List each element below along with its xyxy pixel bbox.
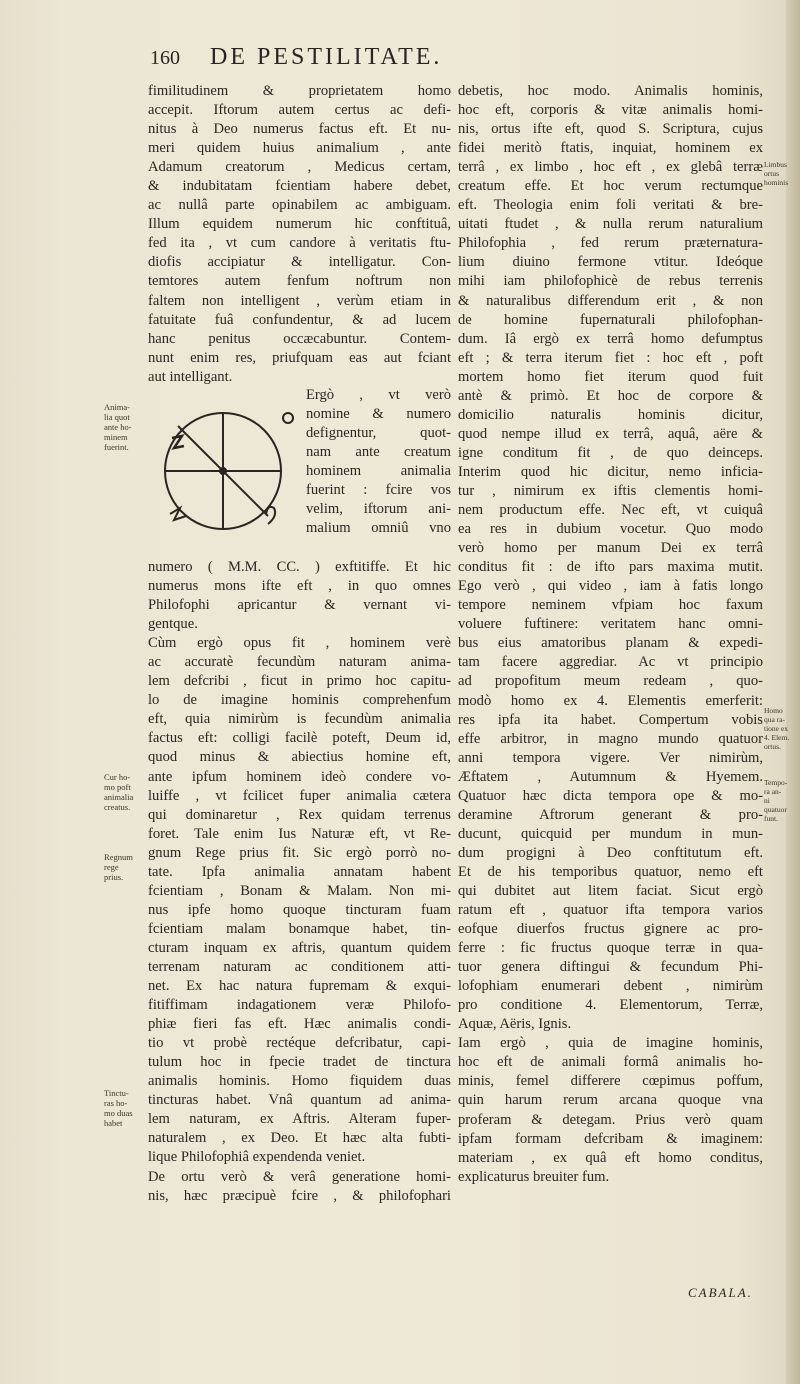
margin-note-line: ni <box>764 796 770 805</box>
margin-note-line: mo duas <box>104 1108 133 1118</box>
text-line: tuor genera diftingui & fecundum Phi- <box>458 959 763 976</box>
margin-note-line: ras ho- <box>104 1098 128 1108</box>
text-line: ante ipfum hominem ideò condere vo- <box>148 768 451 785</box>
text-line: nitus à Deo numerus factus eft. Et nu- <box>148 121 451 138</box>
margin-note-left-1 <box>104 402 148 452</box>
text-line: net. Ex hac natura fupremam & exqui- <box>148 978 451 995</box>
text-line: phiæ fieri fas eft. Hæc animalis condi- <box>148 1016 451 1033</box>
margin-note-line: ortus <box>764 169 779 178</box>
right-column <box>458 82 763 1187</box>
text-line: tur , nimirum ex iftis clementis homi- <box>458 482 763 499</box>
text-line: Philofophia , fed rerum præternatura- <box>458 235 763 252</box>
text-line: fitiffimam indagationem veræ Philofo- <box>148 997 451 1014</box>
left-column-beside-figure <box>306 386 451 538</box>
text-line: numerus mons ifte eft , in quo omnes <box>148 578 451 595</box>
margin-note-right-2 <box>764 706 800 751</box>
text-line: nam ante creatum <box>306 444 451 461</box>
text-line: ac nullâ parte opinabilem ac ambiguam. <box>148 197 451 214</box>
text-line: Aquæ, Aëris, Ignis. <box>458 1016 572 1033</box>
text-line: fimilitudinem & proprietatem homo <box>148 83 451 99</box>
margin-note-line: habet <box>104 1118 123 1128</box>
text-line: nunt enim res, priufquam eas aut fciant <box>148 349 451 366</box>
margin-note-line: creatus. <box>104 802 131 812</box>
text-line: domicilio naturalis hominis dicitur, <box>458 406 763 423</box>
text-line: lem naturam, ex Aftris. Alteram fuper- <box>148 1111 451 1128</box>
text-line: tulum hoc in fpecie tradet de tinctura <box>148 1054 451 1071</box>
text-line: voluere fuftinere: veritatem hanc omni- <box>458 616 763 633</box>
text-line: factus eft: colligi facilè poteft, Deum id, <box>148 730 451 747</box>
text-line: foret. Tale enim Ius Naturæ eft, vt Re- <box>148 825 451 842</box>
margin-note-line: animalia <box>104 792 134 802</box>
text-line: aut intelligant. <box>148 368 233 385</box>
text-line: fcientiam malam bonamque habet, tin- <box>148 920 451 937</box>
text-line: igne conditum fit , de quo deinceps. <box>458 444 763 461</box>
text-line: effe arbitror, in magno mundo quatuor <box>458 730 763 747</box>
text-line: Quatuor hæc dicta tempora ope & mo- <box>458 787 763 804</box>
text-line: ipfam formam defcribam & imaginem: <box>458 1130 763 1147</box>
text-line: eft, quia nimirùm is fecundùm animalia <box>148 711 451 728</box>
text-line: eft. Theologia enim foli veritati & bre- <box>458 197 763 214</box>
text-line: lofophiam enumerari debent , nimirùm <box>458 978 763 995</box>
text-line: fatuitate fuâ confundentur, & ad lucem <box>148 311 451 328</box>
text-line: res ipfa ita habet. Compertum vobis <box>458 711 763 728</box>
text-line: ad propofitum meum redeam , quo- <box>458 673 763 690</box>
margin-note-right-1 <box>764 160 800 187</box>
text-line: creatum effe. Et hoc verum rectumque <box>458 178 763 195</box>
text-line: nus ipfe homo quoque tincturam fuam <box>148 901 451 918</box>
margin-note-line: fuerint. <box>104 442 129 452</box>
left-column-top <box>148 82 451 387</box>
text-line: Cùm ergò opus fit , hominem verè <box>148 635 451 652</box>
margin-note-line: quatuor <box>764 805 787 814</box>
text-line: temtores autem fenfum noftrum non <box>148 273 451 290</box>
text-line: cturam inquam ex aftris, quantum quidem <box>148 939 451 956</box>
margin-note-line: prius. <box>104 872 124 882</box>
text-line: numero ( M.M. CC. ) exftitiffe. Et hic <box>148 559 451 575</box>
page-number: 160 <box>150 47 180 69</box>
text-line: quod nempe illud ex terrâ, aquâ, aëre & <box>458 425 763 442</box>
text-line: meri quidem huius animalium , ante <box>148 140 451 157</box>
text-line: pro conditione 4. Elementorum, Terræ, <box>458 997 763 1014</box>
text-line: antè & primò. Et hoc de corpore & <box>458 387 763 404</box>
text-line: ducunt, quicquid per mundum in mun- <box>458 825 763 842</box>
margin-note-line: Limbus <box>764 160 787 169</box>
text-line: ferre : fic fructus quoque terræ in qua- <box>458 940 763 957</box>
text-line: tincturas habet. Vnâ quantum ad anima- <box>148 1092 451 1109</box>
text-line: tempore neminem vfpiam hoc faxum <box>458 597 763 614</box>
margin-note-left-3 <box>104 852 148 882</box>
text-line: terrenam naturam ac conditionem atti- <box>148 958 451 975</box>
text-line: ea res in dubium vocetur. Quo modo <box>458 521 763 538</box>
text-line: lem defcribi , ficut in primo hoc capitu- <box>148 673 451 690</box>
text-line: qui dominaretur , Rex quidam terrenus <box>148 806 451 823</box>
text-line: gentque. <box>148 616 198 633</box>
text-line: Iam ergò , quia de imagine hominis, <box>458 1035 763 1052</box>
text-line: tio vt probè rectéque defcribatur, capi- <box>148 1035 451 1052</box>
text-line: fuerint : fcire vos <box>306 482 451 499</box>
margin-note-line: qua ra- <box>764 715 786 724</box>
text-line: Illum equidem numerum hic conftituâ, <box>148 216 451 233</box>
margin-note-line: tione ex <box>764 724 788 733</box>
text-line: verò homo per manum Dei ex terrâ <box>458 540 763 557</box>
text-line: naturalem , ex Deo. Et hæc alta fubti- <box>148 1130 451 1147</box>
text-line: Ego verò , qui video , iam à fatis longo <box>458 578 763 595</box>
page-header <box>150 44 610 78</box>
text-line: velim, iftorum ani- <box>306 501 451 518</box>
text-line: minis, femel differere cœpimus poffum, <box>458 1073 763 1090</box>
margin-note-line: Cur ho- <box>104 772 131 782</box>
margin-note-line: 4. Elem. <box>764 733 790 742</box>
catchword: CABALA. <box>688 1285 753 1300</box>
margin-note-line: ra an- <box>764 787 782 796</box>
text-line: fidei meritò ftatis, inquiat, hominem ex <box>458 140 763 157</box>
text-line: luiffe , vt fcilicet fuper animalia cætera <box>148 787 451 804</box>
left-column-bottom <box>148 558 451 1206</box>
text-line: dum. Iâ ergò ex terrâ homo defumptus <box>458 330 763 347</box>
text-line: nomine & numero <box>306 406 451 423</box>
text-line: dum progigni à Deo conftitutum eft. <box>458 844 763 861</box>
margin-note-line: hominis <box>764 178 789 187</box>
text-line: explicaturus breuiter fum. <box>458 1168 610 1185</box>
margin-note-line: Tinctu- <box>104 1088 129 1098</box>
text-line: lo de imagine hominis comprehenfum <box>148 692 451 709</box>
text-line: quin harum rerum arcana quoque vna <box>458 1092 763 1109</box>
text-line: Æftatem , Autumnum & Hyemem. <box>458 768 763 785</box>
text-line: faltem non intelligent , verùm etiam in <box>148 292 451 309</box>
text-line: fed ita , vt cum candore à veritatis ftu- <box>148 235 451 252</box>
alchemical-figure <box>148 386 298 556</box>
text-line: gnum Rege prius fit. Sic ergò porrò no- <box>148 844 451 861</box>
margin-note-line: Anima- <box>104 402 130 412</box>
text-line: Adamum creatorum , Medicus certam, <box>148 159 451 176</box>
text-line: animalis hominis. Homo fiquidem duas <box>148 1073 451 1090</box>
text-line: Et de his temporibus quatuor, nemo eft <box>458 863 763 880</box>
margin-note-line: Tempo- <box>764 778 788 787</box>
text-line: deramine Aftrorum generant & pro- <box>458 806 763 823</box>
text-line: modò homo ex 4. Elementis emerferit: <box>458 692 763 709</box>
text-line: proferam & detegam. Prius verò quam <box>458 1111 763 1128</box>
text-line: eft ; & terra iterum fiet : hoc eft , poft <box>458 349 763 366</box>
text-line: nis, hæc præcipuè fcire , & philofophari <box>148 1187 451 1204</box>
text-line: Interim quod hic dicitur, nemo inficia- <box>458 463 763 480</box>
page-edge <box>786 0 800 1384</box>
text-line: materiam , ex quâ eft homo conditus, <box>458 1149 763 1166</box>
margin-note-line: Regnum <box>104 852 133 862</box>
margin-note-line: rege <box>104 862 119 872</box>
running-title: DE PESTILITATE. <box>210 44 443 70</box>
text-line: quod minus & abiectius homine eft, <box>148 749 451 766</box>
text-line: Ergò , vt verò <box>306 387 451 403</box>
text-line: ac accuratè fecundùm naturam anima- <box>148 654 451 671</box>
text-line: tam facere aggrediar. Ac vt principio <box>458 654 763 671</box>
text-line: & naturalibus differendum erit , & non <box>458 292 763 309</box>
text-line: uitati ftudet , & nulla rerum naturalium <box>458 216 763 233</box>
text-line: qui dubitet aut litem faciat. Sicut ergò <box>458 882 763 899</box>
text-line: terrâ , ex limbo , hoc eft , ex glebâ terræ <box>458 159 763 176</box>
margin-note-line: minem <box>104 432 128 442</box>
text-line: anni tempora vigere. Ver nimirùm, <box>458 749 763 766</box>
text-line: de homine fupernaturali philofophan- <box>458 311 763 328</box>
margin-note-line: Homo <box>764 706 783 715</box>
text-line: bus eius amatoribus planam & expedi- <box>458 635 763 652</box>
text-line: fcientiam , Bonam & Malam. Non mi- <box>148 882 451 899</box>
text-line: accepit. Iftorum autem certus ac defi- <box>148 102 451 119</box>
text-line: conditus fit : de ifto pars maxima mutit. <box>458 559 763 576</box>
text-line: & indubitatam fcientiam habere debet, <box>148 178 451 195</box>
text-line: hanc penitus occæcabuntur. Contem- <box>148 330 451 347</box>
text-line: nis, ortus ifte eft, quod S. Scriptura, cujus <box>458 121 763 138</box>
margin-note-left-2 <box>104 772 148 812</box>
text-line: diofis accipiatur & intelligatur. Con- <box>148 254 451 271</box>
circle-cross-icon <box>148 386 298 556</box>
text-line: hoc eft de animali formâ animalis ho- <box>458 1054 763 1071</box>
margin-note-line: ortus. <box>764 742 781 751</box>
text-line: nem productum effe. Nec eft, vt cuiquâ <box>458 502 763 519</box>
text-line: debetis, hoc modo. Animalis hominis, <box>458 83 763 99</box>
text-line: defignentur, quot- <box>306 425 451 442</box>
text-line: eofque diuerfos fructus gignere ac pro- <box>458 921 763 938</box>
margin-note-left-4 <box>104 1088 148 1128</box>
text-line: lique Philofophiâ expendenda veniet. <box>148 1149 366 1166</box>
text-line: lium diuino fermone vtitur. Ideóque <box>458 254 763 271</box>
margin-note-line: lia quot <box>104 412 130 422</box>
text-line: tate. Ipfa animalia annatam habent <box>148 863 451 880</box>
margin-note-line: mo poft <box>104 782 131 792</box>
margin-note-line: funt. <box>764 814 778 823</box>
text-line: ratum eft , quatuor ifta tempora varios <box>458 902 763 919</box>
text-line: hoc eft, corporis & vitæ animalis homi- <box>458 102 763 119</box>
margin-note-right-3 <box>764 778 800 823</box>
text-line: hominem animalia <box>306 463 451 480</box>
text-line: Philofophi apricantur & vernant vi- <box>148 597 451 614</box>
margin-note-line: ante ho- <box>104 422 132 432</box>
text-line: malium omniû vno <box>306 520 451 537</box>
text-line: mihi iam philofophicè de rebus terrenis <box>458 273 763 290</box>
text-line: mortem homo fiet iterum quod fuit <box>458 368 763 385</box>
text-line: De ortu verò & verâ generatione homi- <box>148 1168 451 1185</box>
